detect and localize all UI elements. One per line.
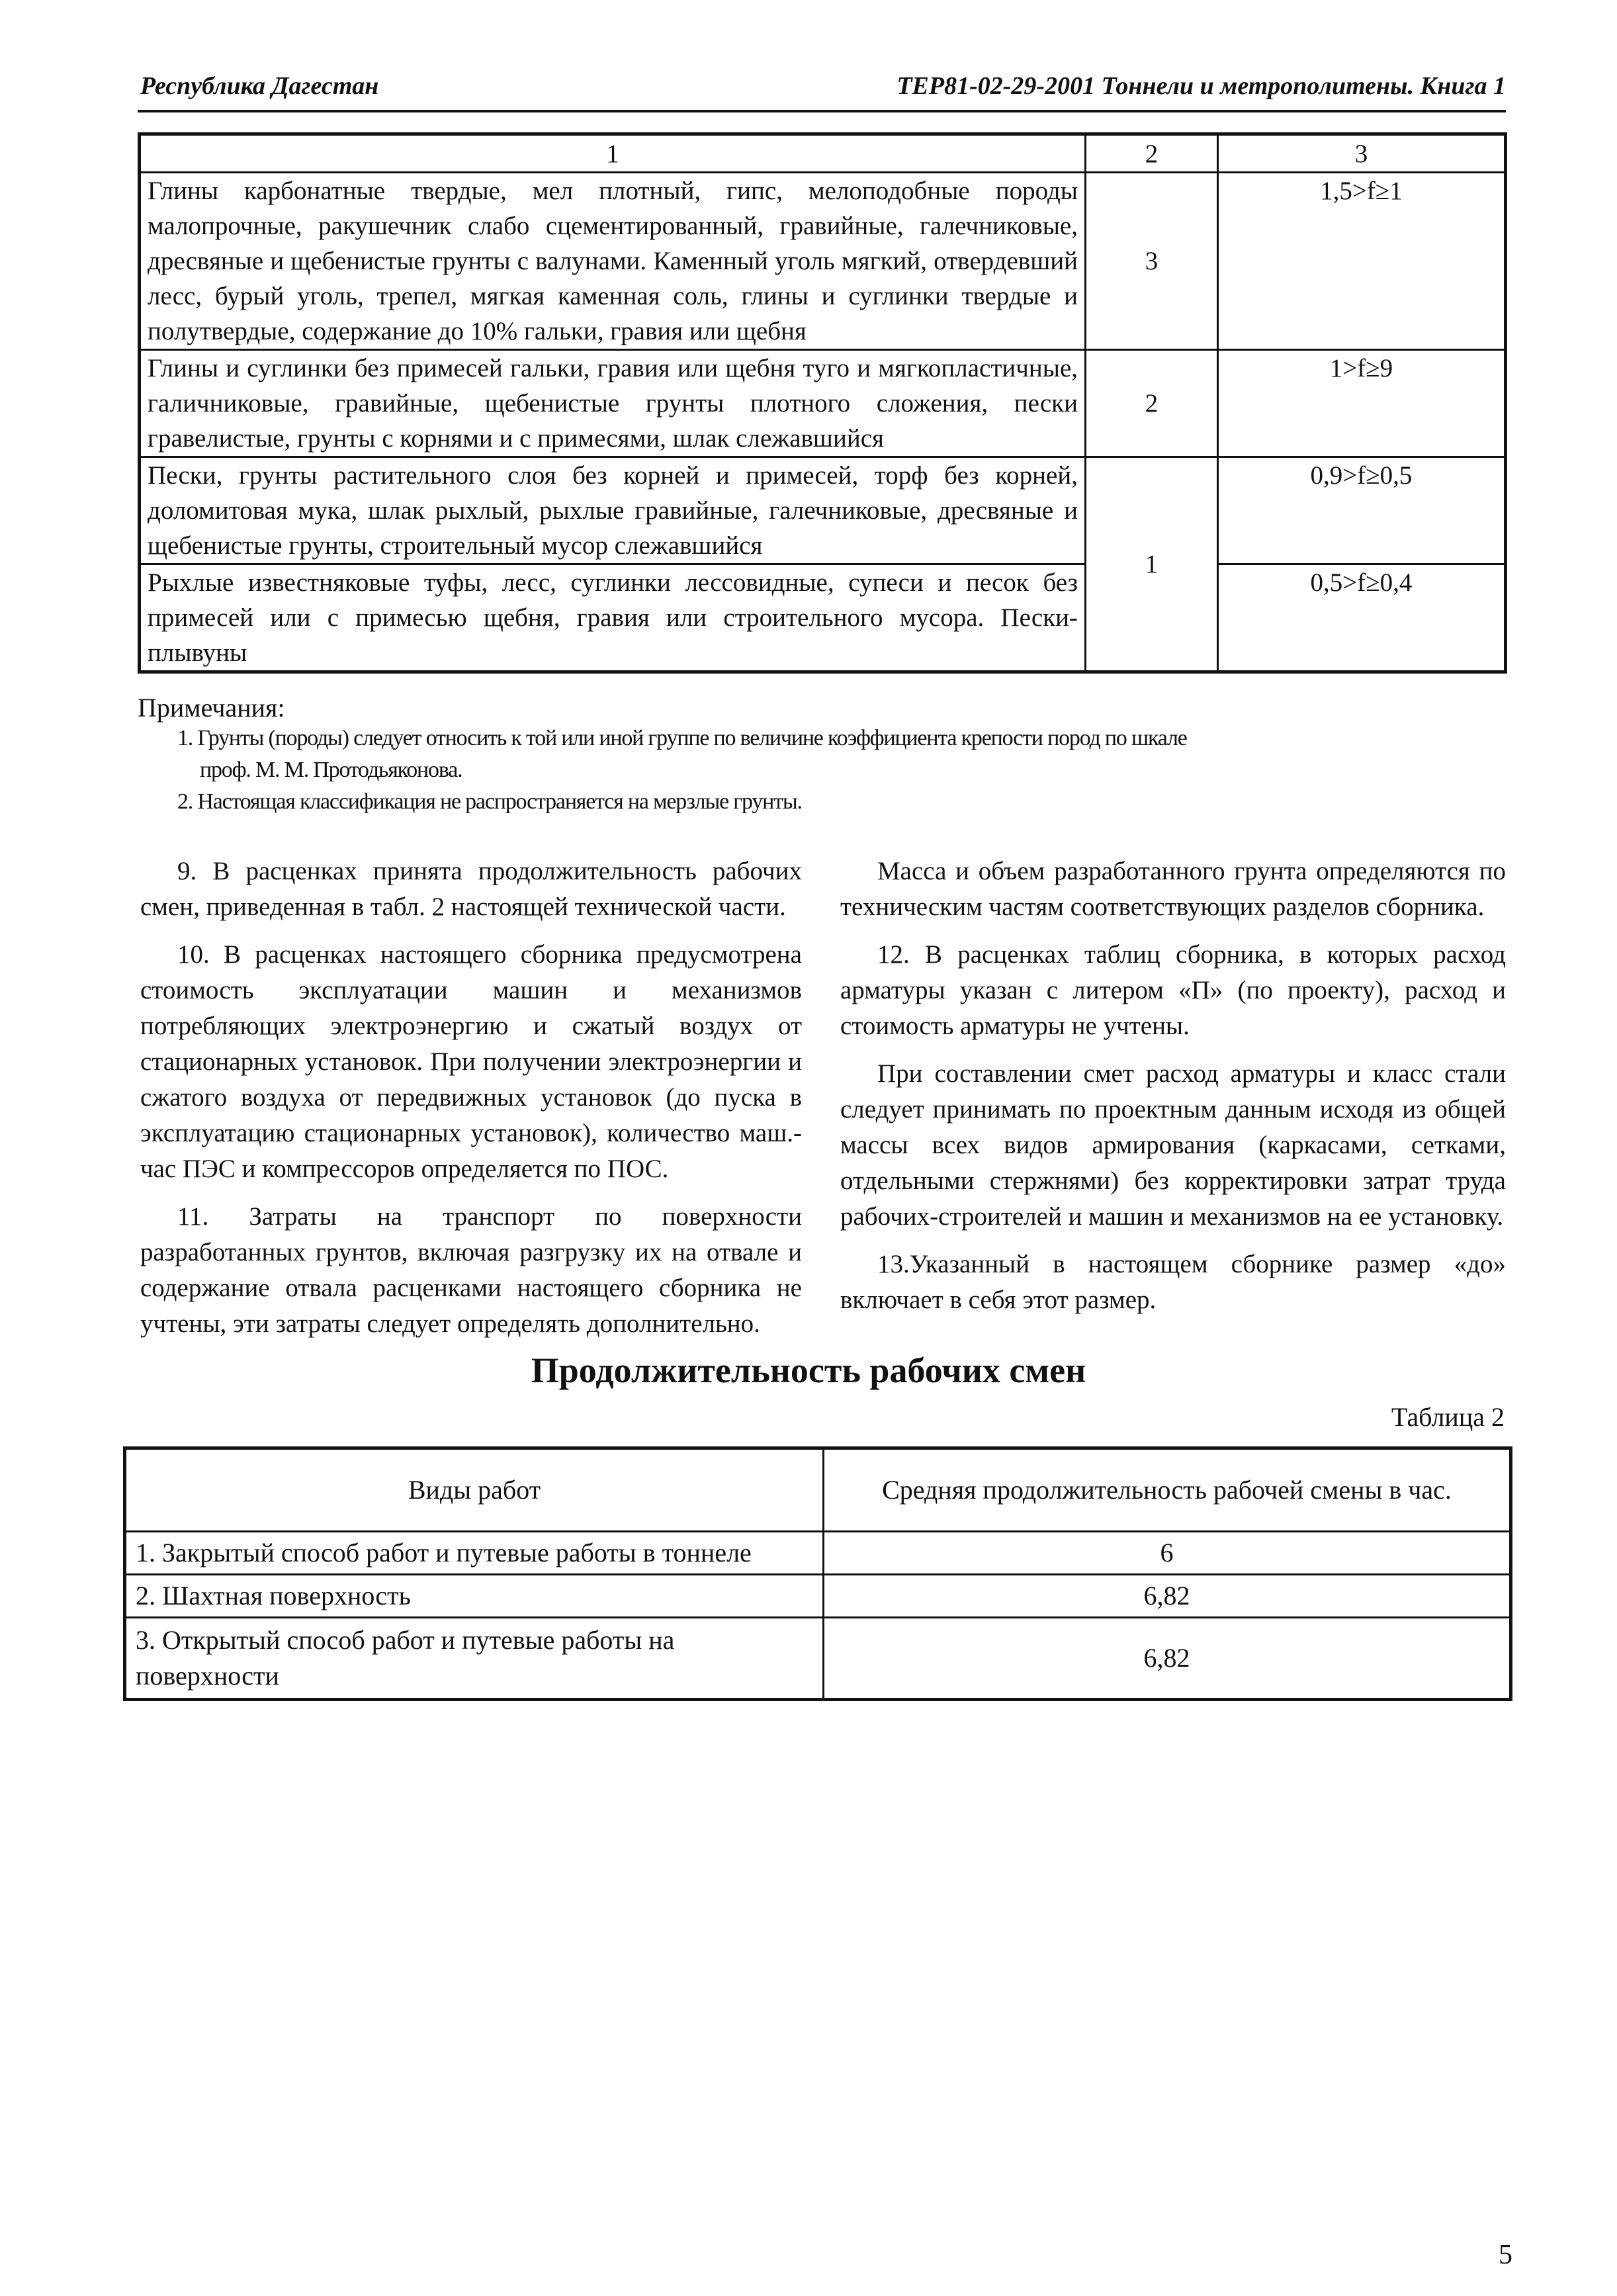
note-2: 2. Настоящая классификация не распространяется на мерзлые грунты. bbox=[177, 789, 802, 814]
soil-description: Глины и суглинки без примесей гальки, гравия или щебня туго и мягкопластичные, галичниковые, гравийные, щебенистые грунты плотного сложения, пески гравелистые, грунты с корнями и с примесями, шлак слежавшийся bbox=[140, 350, 1086, 457]
shift-hours: 6 bbox=[824, 1532, 1511, 1575]
soil-description: Глины карбонатные твердые, мел плотный, гипс, мелоподобные породы малопрочные, ракушечник слабо сцементированный, гравийные, галечниковые, дресвяные и щебенистые грунты с валунами. Каменный уголь мягкий, отвердевший лесс, бурый уголь, трепел, мягкая каменная соль, глины и суглинки твердые и полутвердые, содержание до 10% гальки, гравия или щебня bbox=[140, 173, 1086, 350]
right-column bbox=[840, 854, 1506, 1330]
table-row bbox=[140, 350, 1506, 457]
shift-duration-table bbox=[123, 1446, 1512, 1701]
paragraph-mass: Масса и объем разработанного грунта определяются по техническим частям соответствующих разделов сборника. bbox=[840, 857, 1506, 921]
note-1-continuation: проф. М. М. Протодьяконова. bbox=[200, 758, 462, 782]
strength-coefficient: 0,9>f≥0,5 bbox=[1218, 457, 1506, 564]
page-number: 5 bbox=[1499, 2240, 1512, 2270]
paragraph-estimates: При составлении смет расход арматуры и класс стали следует принимать по проектным данным исходя из общей массы всех видов армирования (каркасами, сетками, отдельными стержнями) без корректировки затрат труда рабочих-строителей и машин и механизмов на ее установку. bbox=[840, 1059, 1506, 1231]
paragraph-12: 12. В расценках таблиц сборника, в которых расход арматуры указан с литером «П» (по проекту), расход и стоимость арматуры не учтены. bbox=[840, 940, 1506, 1040]
strength-coefficient: 0,5>f≥0,4 bbox=[1218, 564, 1506, 672]
soil-groups-table bbox=[138, 132, 1507, 674]
header-left: Республика Дагестан bbox=[140, 72, 379, 100]
table-row bbox=[140, 457, 1506, 564]
left-column bbox=[140, 854, 802, 1354]
notes-title: Примечания: bbox=[138, 693, 285, 723]
header-cell: Виды работ bbox=[125, 1448, 824, 1532]
section-title: Продолжительность рабочих смен bbox=[531, 1350, 1086, 1390]
soil-group: 2 bbox=[1086, 350, 1218, 457]
work-type: 2. Шахтная поверхность bbox=[125, 1575, 824, 1618]
table-row bbox=[125, 1575, 1511, 1618]
table-label: Таблица 2 bbox=[1391, 1402, 1505, 1432]
note-1: 1. Грунты (породы) следует относить к той или иной группе по величине коэффициента крепости пород по шкале bbox=[177, 726, 1187, 750]
header-cell: 1 bbox=[140, 134, 1086, 173]
header-cell: 2 bbox=[1086, 134, 1218, 173]
header-cell: Средняя продолжительность рабочей смены в час. bbox=[824, 1448, 1511, 1532]
strength-coefficient: 1>f≥9 bbox=[1218, 350, 1506, 457]
table-header-row bbox=[140, 134, 1506, 173]
table-header-row bbox=[125, 1448, 1511, 1532]
shift-hours: 6,82 bbox=[824, 1618, 1511, 1700]
work-type: 3. Открытый способ работ и путевые работы на поверхности bbox=[125, 1618, 824, 1700]
paragraph-9: 9. В расценках принята продолжительность рабочих смен, приведенная в табл. 2 настоящей технической части. bbox=[140, 857, 802, 921]
table-row bbox=[125, 1618, 1511, 1700]
strength-coefficient: 1,5>f≥1 bbox=[1218, 173, 1506, 350]
soil-group: 3 bbox=[1086, 173, 1218, 350]
paragraph-10: 10. В расценках настоящего сборника предусмотрена стоимость эксплуатации машин и механизмов потребляющих электроэнергию и сжатый воздух от стационарных установок. При получении электроэнергии и сжатого воздуха от передвижных установок (до пуска в эксплуатацию стационарных установок), количество маш.-час ПЭС и компрессоров определяется по ПОС. bbox=[140, 940, 802, 1183]
table-row bbox=[125, 1532, 1511, 1575]
soil-group: 1 bbox=[1086, 457, 1218, 672]
soil-description: Рыхлые известняковые туфы, лесс, суглинки лессовидные, супеси и песок без примесей или с примесью щебня, гравия или строительного мусора. Пески-плывуны bbox=[140, 564, 1086, 672]
header-cell: 3 bbox=[1218, 134, 1506, 173]
paragraph-13: 13.Указанный в настоящем сборнике размер «до» включает в себя этот размер. bbox=[840, 1250, 1506, 1314]
shift-hours: 6,82 bbox=[824, 1575, 1511, 1618]
paragraph-11: 11. Затраты на транспорт по поверхности разработанных грунтов, включая разгрузку их на отвале и содержание отвала расценками настоящего сборника не учтены, эти затраты следует определять дополнительно. bbox=[140, 1202, 802, 1338]
soil-description: Пески, грунты растительного слоя без корней и примесей, торф без корней, доломитовая мука, шлак рыхлый, рыхлые гравийные, галечниковые, дресвяные и щебенистые грунты, строительный мусор слежавшийся bbox=[140, 457, 1086, 564]
table-row bbox=[140, 173, 1506, 350]
header-right: ТЕР81-02-29-2001 Тоннели и метрополитены. Книга 1 bbox=[896, 72, 1506, 100]
table-row bbox=[140, 564, 1506, 672]
work-type: 1. Закрытый способ работ и путевые работы в тоннеле bbox=[125, 1532, 824, 1575]
header-rule bbox=[138, 110, 1506, 112]
